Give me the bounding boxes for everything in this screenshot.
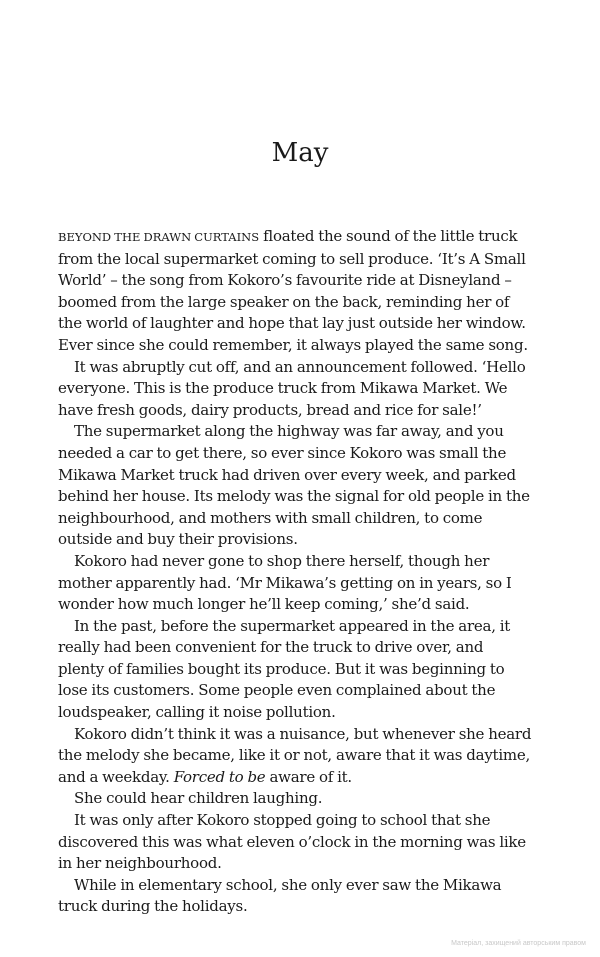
text-line: In the past, before the supermarket appeared in the area, it bbox=[74, 616, 511, 635]
text-line: lose its customers. Some people even complained about the bbox=[58, 681, 496, 700]
text-line: plenty of families bought its produce. But it was beginning to bbox=[58, 659, 505, 678]
text-line: While in elementary school, she only ever saw the Mikawa bbox=[74, 875, 502, 894]
text-line: neighbourhood, and mothers with small children, to come bbox=[58, 508, 483, 527]
text-line-rest: floated the sound of the little truck bbox=[259, 227, 518, 245]
chapter-title: May bbox=[271, 138, 329, 168]
small-caps-opening: BEYOND THE DRAWN CURTAINS bbox=[58, 230, 260, 244]
text-line: mother apparently had. ‘Mr Mikawa’s getting on in years, so I bbox=[58, 573, 512, 592]
text-line: Ever since she could remember, it always played the same song. bbox=[58, 335, 528, 354]
copyright-watermark: Матеріал, захищений авторським правом bbox=[451, 940, 586, 947]
text-line: the melody she became, like it or not, aware that it was daytime, bbox=[58, 746, 530, 765]
text-line: in her neighbourhood. bbox=[58, 854, 222, 873]
text-line: needed a car to get there, so ever since Kokoro was small the bbox=[58, 443, 507, 462]
text-line: from the local supermarket coming to sell produce. ‘It’s A Small bbox=[58, 249, 526, 268]
text-line: behind her house. Its melody was the signal for old people in the bbox=[58, 487, 530, 506]
text-line: loudspeaker, calling it noise pollution. bbox=[58, 703, 336, 722]
italic-emphasis: Forced to be bbox=[173, 767, 266, 786]
text-line: The supermarket along the highway was far away, and you bbox=[74, 422, 504, 441]
text-line: Kokoro didn’t think it was a nuisance, but whenever she heard bbox=[74, 724, 532, 743]
text-line: everyone. This is the produce truck from Mikawa Market. We bbox=[58, 379, 508, 398]
text-line bbox=[58, 226, 544, 249]
text-line: Kokoro had never gone to shop there herself, though her bbox=[74, 551, 490, 570]
text-line: have fresh goods, dairy products, bread and rice for sale!’ bbox=[58, 400, 482, 419]
text-line: Mikawa Market truck had driven over every week, and parked bbox=[58, 465, 516, 484]
text-line: It was only after Kokoro stopped going to school that she bbox=[74, 811, 491, 830]
text-line: She could hear children laughing. bbox=[74, 789, 323, 808]
text-line-part: and a weekday. bbox=[58, 767, 174, 786]
text-line: really had been convenient for the truck to drive over, and bbox=[58, 638, 484, 657]
text-line: boomed from the large speaker on the back, reminding her of bbox=[58, 292, 510, 311]
chapter-body-text bbox=[58, 226, 544, 918]
text-line: wonder how much longer he’ll keep coming,’ she’d said. bbox=[58, 595, 470, 614]
text-line: It was abruptly cut off, and an announcement followed. ‘Hello bbox=[74, 357, 526, 376]
text-line: World’ – the song from Kokoro’s favourite ride at Disneyland – bbox=[58, 271, 512, 290]
text-line: discovered this was what eleven o’clock in the morning was like bbox=[58, 832, 526, 851]
text-line bbox=[58, 767, 544, 789]
text-line-part: aware of it. bbox=[265, 767, 352, 786]
text-line: outside and buy their provisions. bbox=[58, 530, 298, 549]
text-line: truck during the holidays. bbox=[58, 897, 248, 916]
text-line: the world of laughter and hope that lay just outside her window. bbox=[58, 314, 526, 333]
